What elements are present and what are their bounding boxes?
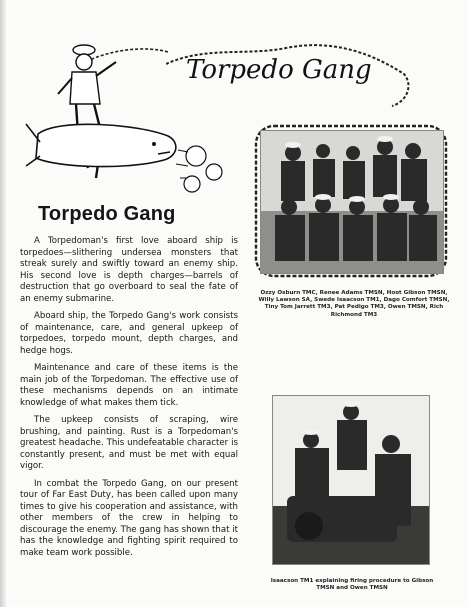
page-edge bbox=[0, 0, 6, 607]
paragraph-5: In combat the Torpedo Gang, on our present tour of Far East Duty, has been called upon many times to give his cooperation and assistance, with other members of the crew in helping to discourage the enemy. The gang has shown that it has the knowledge and fighting spirit required to make team work possible. bbox=[20, 478, 238, 558]
paragraph-2: Aboard ship, the Torpedo Gang's work consists of maintenance, care, and general upkeep of torpedoes, torpedo mount, depth charges, and hedge hogs. bbox=[20, 311, 238, 356]
paragraph-1: A Torpedoman's first love aboard ship is torpedoes—slithering undersea monsters that streak surely and swiftly toward an enemy ship. His second love is depth charges—barrels of destruction that go overboard to seal the fate of an enemy submarine. bbox=[20, 236, 238, 304]
torpedo-mount-photo bbox=[272, 395, 430, 565]
script-title-text: Torpedo Gang bbox=[186, 55, 372, 85]
torpedo-mount-caption: Isaacson TM1 explaining firing procedure to Gibson TMSN and Owen TMSN bbox=[270, 578, 434, 592]
paragraph-3: Maintenance and care of these items is the main job of the Torpedoman. The effective use of these mechanisms depends on an intimate knowledge of what makes them tick. bbox=[20, 363, 238, 408]
group-photo-image bbox=[261, 131, 443, 273]
sailor-riding-torpedo-illustration bbox=[18, 38, 248, 208]
section-heading: Torpedo Gang bbox=[38, 203, 176, 225]
group-photo bbox=[260, 130, 444, 274]
article-body bbox=[20, 236, 238, 565]
torpedo-mount-image bbox=[273, 396, 429, 564]
paragraph-4: The upkeep consists of scraping, wire brushing, and painting. Rust is a Torpedoman's greatest headache. This undefeatable character is constantly present, and must be met with equal vigor. bbox=[20, 415, 238, 471]
group-photo-caption: Ozzy Osburn TMC, Renee Adams TMSN, Hoot Gibson TMSN, Willy Lawson SA, Swede Isaacson TM1, Dago Comfort TMSN, Tiny Tom Jarrett TM3, Pat Pedigo TM3, Owen TMSN, Rich Richmond TM3 bbox=[258, 290, 450, 318]
